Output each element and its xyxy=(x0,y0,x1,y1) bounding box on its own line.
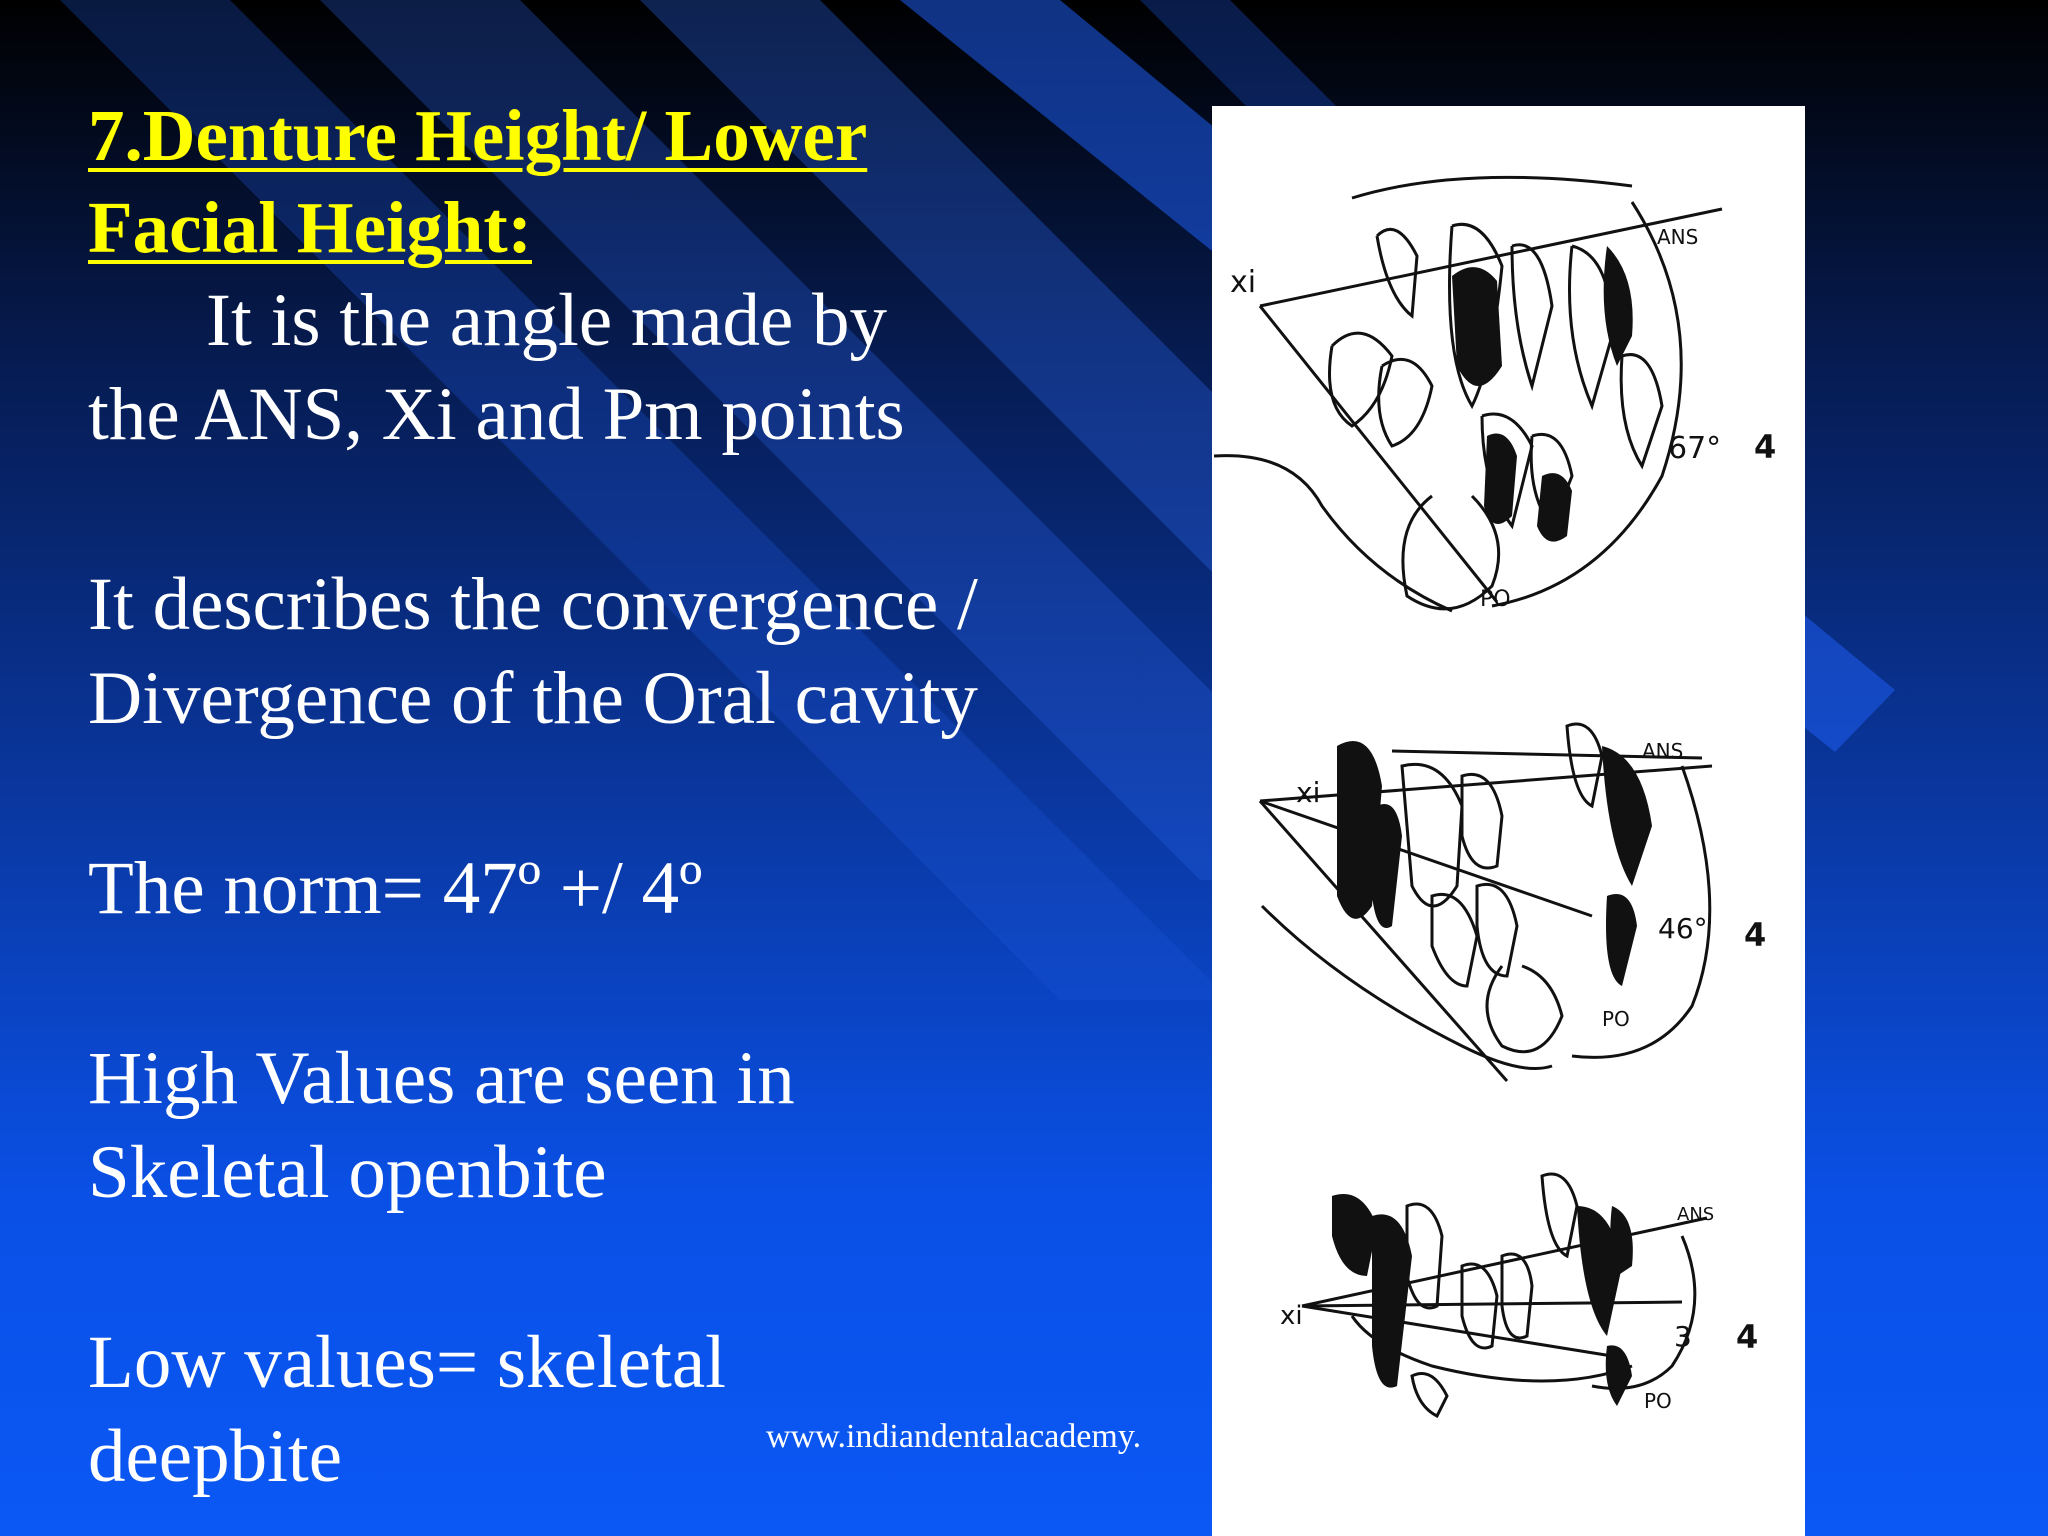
cephalometric-figure-panel xyxy=(1212,106,1805,1536)
high-values-line2: Skeletal openbite xyxy=(88,1131,607,1214)
definition-line2: the ANS, Xi and Pm points xyxy=(88,373,905,456)
spacer xyxy=(88,1220,1228,1316)
low-values-line2: deepbite xyxy=(88,1415,343,1498)
spacer xyxy=(88,936,1228,1032)
watermark-url: www.indiandentalacademy. xyxy=(766,1418,1142,1455)
tracing-3-po-label: PO xyxy=(1644,1389,1672,1413)
tracing-1-figure-number: 4 xyxy=(1754,428,1777,466)
tracing-1-ans-label: ANS xyxy=(1657,225,1699,249)
tracing-1-xi-label: xi xyxy=(1230,265,1257,300)
definition-line1: It is the angle made by xyxy=(206,279,888,362)
convergence-line2: Divergence of the Oral cavity xyxy=(88,657,978,740)
tracing-3-xi-label: xi xyxy=(1280,1301,1303,1331)
slide-text-block xyxy=(88,90,1228,1504)
tracing-1-teeth-dark xyxy=(1452,246,1633,542)
norm-value: The norm= 47º +/ 4º xyxy=(88,847,703,930)
spacer xyxy=(88,462,1228,558)
tracing-1 xyxy=(1214,177,1722,611)
convergence-line1: It describes the convergence / xyxy=(88,563,978,646)
tracing-3-ans-label: ANS xyxy=(1677,1204,1715,1225)
tracing-1-angle-label: 67° xyxy=(1668,431,1722,466)
tracing-1-po-label: PO xyxy=(1480,587,1511,612)
spacer xyxy=(88,746,1228,842)
tracing-2-teeth-dark xyxy=(1337,741,1652,986)
slide-heading-line2: Facial Height: xyxy=(88,187,532,268)
cephalometric-tracings xyxy=(1212,106,1805,1536)
high-values-line1: High Values are seen in xyxy=(88,1037,795,1120)
tracing-2 xyxy=(1260,724,1712,1081)
tracing-2-angle-label: 46° xyxy=(1658,912,1708,945)
slide-heading-line1: 7.Denture Height/ Lower xyxy=(88,95,868,176)
tracing-3-figure-number: 4 xyxy=(1736,1318,1759,1356)
tracing-3-teeth-dark xyxy=(1332,1194,1633,1406)
tracing-2-ans-label: ANS xyxy=(1642,739,1684,763)
tracing-2-figure-number: 4 xyxy=(1744,916,1767,954)
tracing-2-xi-label: xi xyxy=(1296,776,1321,809)
tracing-2-po-label: PO xyxy=(1602,1007,1630,1031)
tracing-3-angle-label: 3 xyxy=(1674,1320,1692,1353)
low-values-line1: Low values= skeletal xyxy=(88,1321,726,1404)
